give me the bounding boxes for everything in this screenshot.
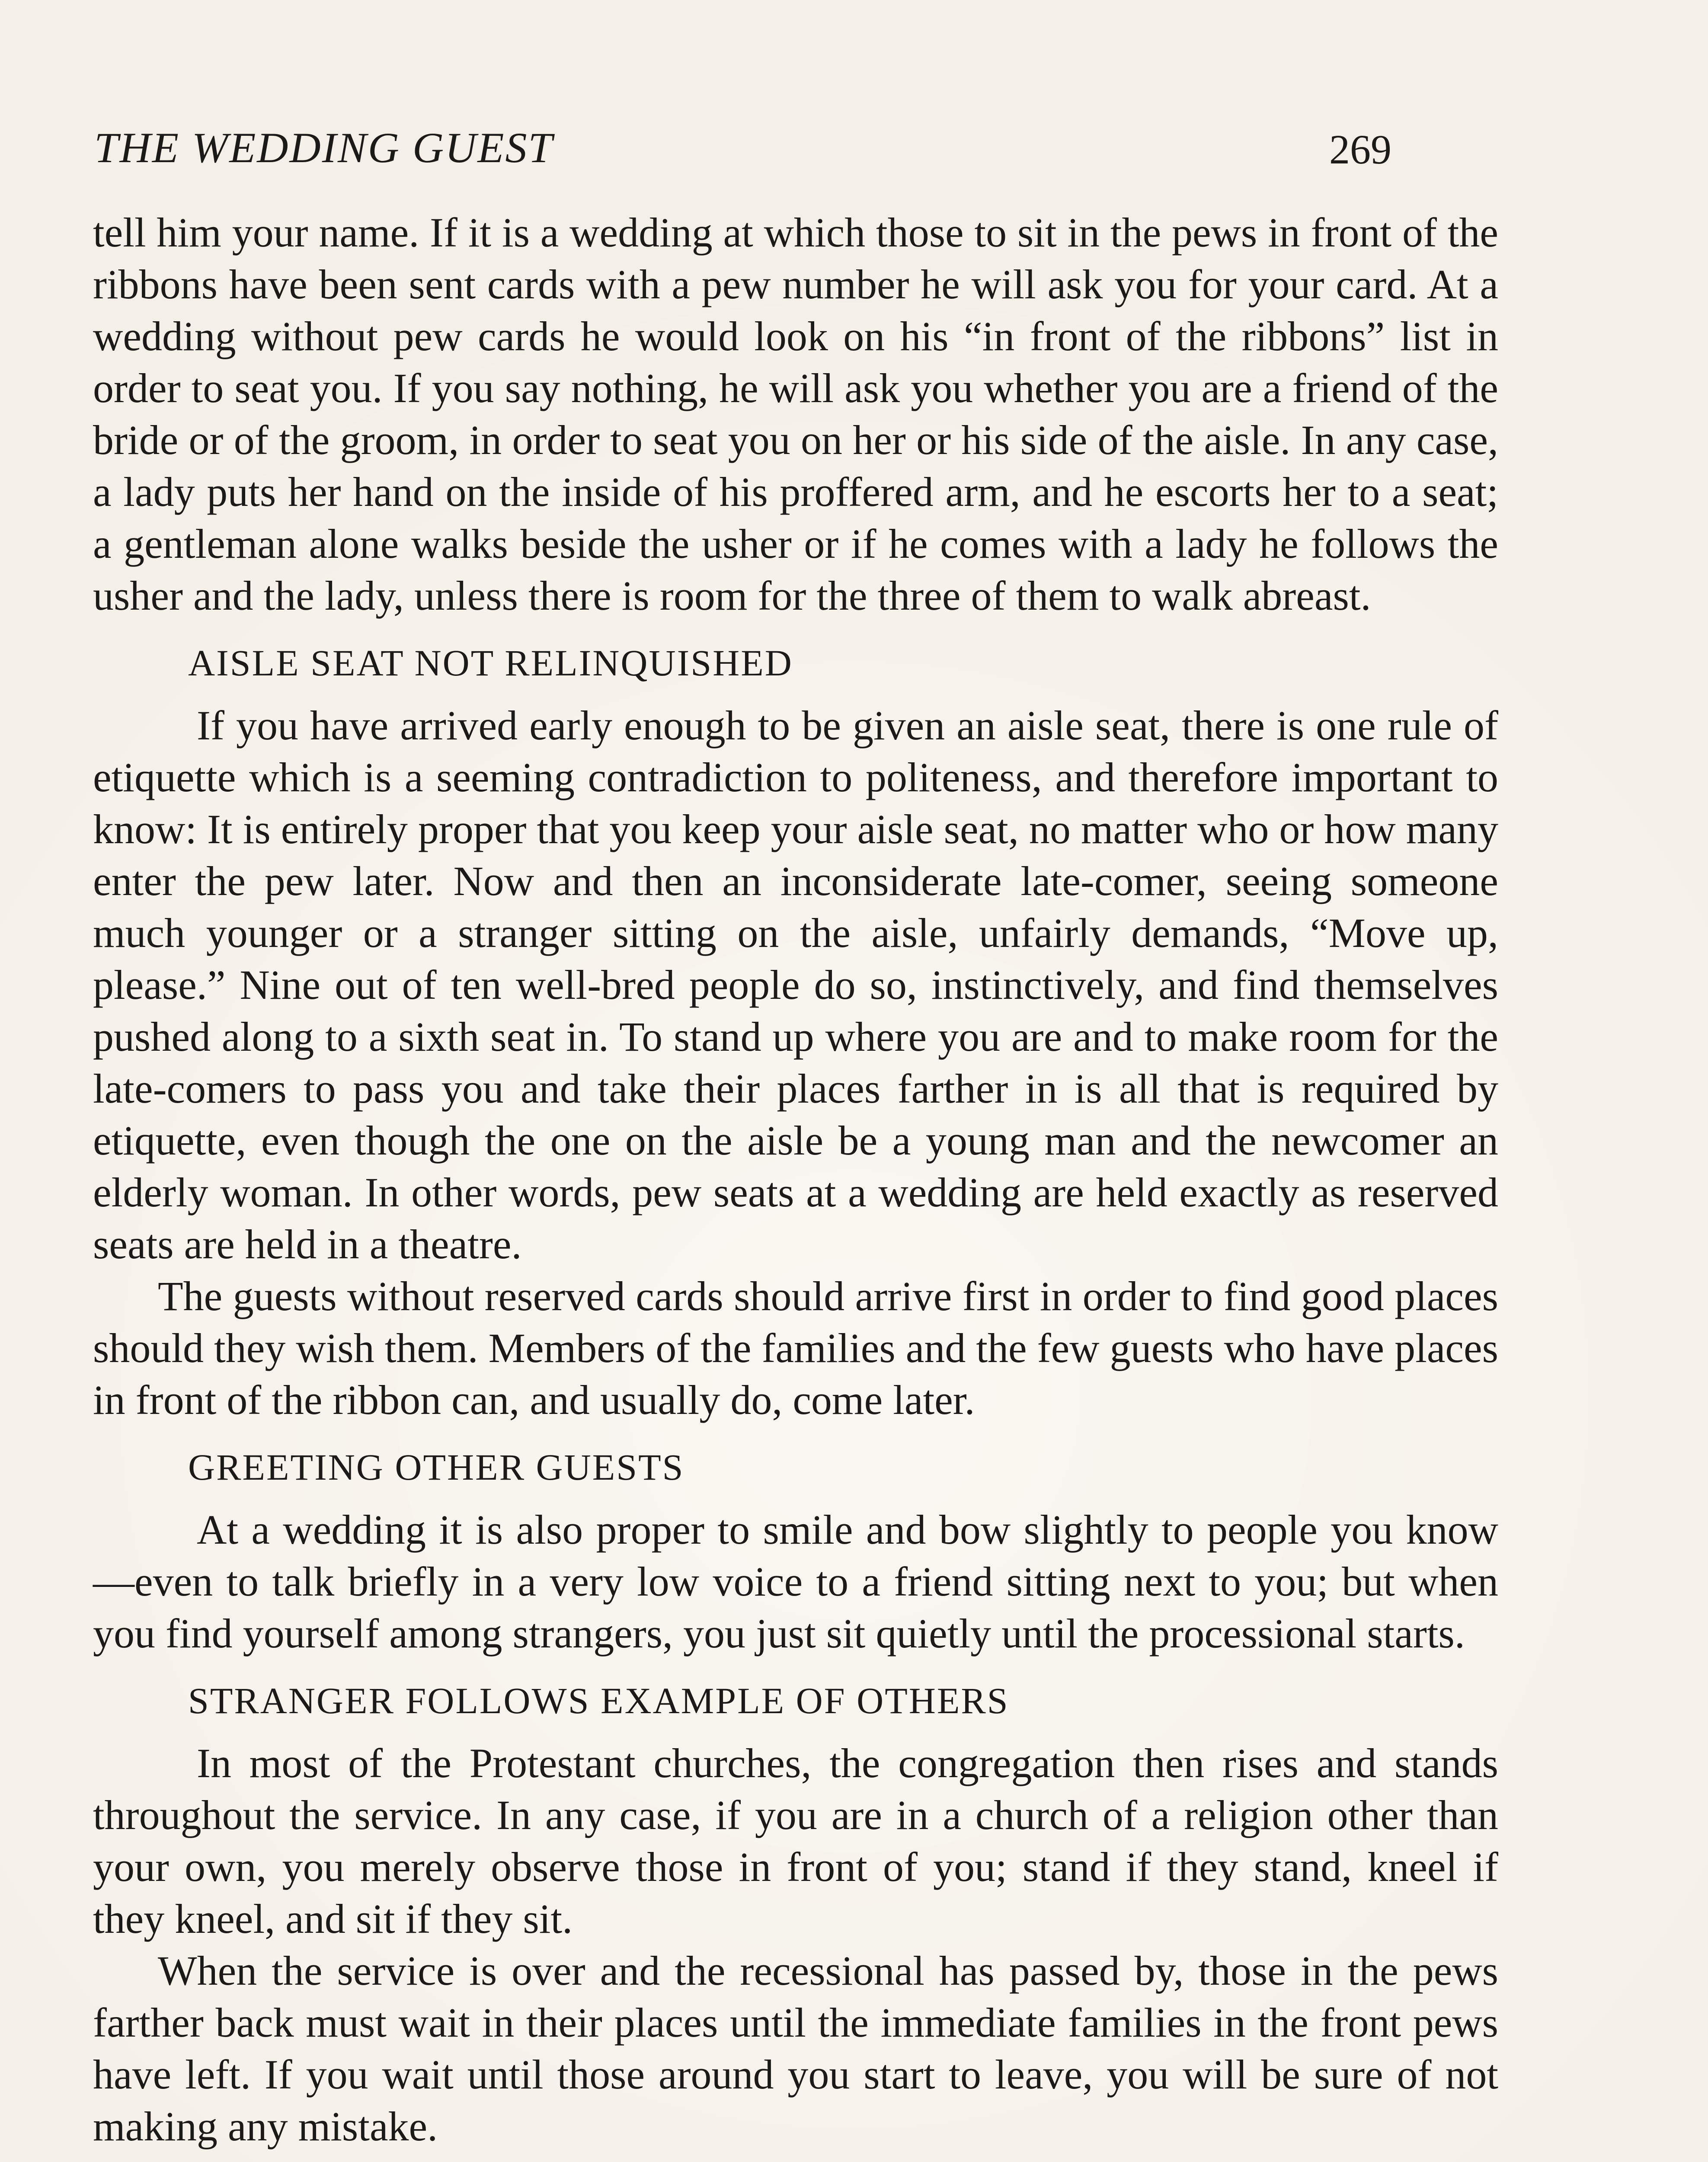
section-heading-greeting-guests: GREETING OTHER GUESTS	[188, 1446, 684, 1488]
main-text	[93, 207, 1498, 2152]
section-stranger-follows	[93, 1677, 1498, 2152]
section-heading-aisle-seat: AISLE SEAT NOT RELINQUISHED	[188, 642, 793, 684]
running-head: THE WEDDING GUEST	[94, 124, 554, 172]
page-number: 269	[1329, 126, 1391, 173]
section-heading-stranger-follows: STRANGER FOLLOWS EXAMPLE OF OTHERS	[188, 1680, 1009, 1721]
greeting-guests-paragraph: At a wedding it is also proper to smile and bow slightly to people you know—even to talk briefly in a very low voice to a friend sitting next to you; but when you find yourself among strangers, you just sit quietly until the processional starts.	[93, 1506, 1498, 1657]
intro-paragraph: tell him your name. If it is a wedding at which those to sit in the pews in front of the ribbons have been sent cards with a pew number he will ask you for your card. At a wedding without pew cards he would look on his “in front of the ribbons” list in order to seat you. If you say nothing, he will ask you whether you are a friend of the bride or of the groom, in order to seat you on her or his side of the aisle. In any case, a lady puts her hand on the inside of his proffered arm, and he escorts her to a seat; a gentleman alone walks beside the usher or if he comes with a lady he follows the usher and the lady, unless there is room for the three of them to walk abreast.	[93, 209, 1498, 619]
section-aisle-seat	[93, 639, 1498, 1426]
stranger-follows-paragraph-2: When the service is over and the recessional has passed by, those in the pews farther back must wait in their places until the immediate families in the front pews have left. If you wait until those around you start to leave, you will be sure of not making any mistake.	[93, 1948, 1498, 2149]
page-header	[94, 122, 1391, 182]
aisle-seat-paragraph-1: If you have arrived early enough to be given an aisle seat, there is one rule of etiquette which is a seeming contradiction to politeness, and therefore important to know: It is entirely proper that you keep your aisle seat, no matter who or how many enter the pew later. Now and then an inconsiderate late-comer, seeing someone much younger or a stranger sitting on the aisle, unfairly demands, “Move up, please.” Nine out of ten well-bred people do so, instinctively, and find themselves pushed along to a sixth seat in. To stand up where you are and to make room for the late-comers to pass you and take their places farther in is all that is required by etiquette, even though the one on the aisle be a young man and the newcomer an elderly woman. In other words, pew seats at a wedding are held exactly as reserved seats are held in a theatre.	[93, 702, 1498, 1267]
section-greeting-guests	[93, 1443, 1498, 1660]
aisle-seat-paragraph-2: The guests without reserved cards should arrive first in order to find good places should they wish them. Members of the families and the few guests who have places in front of the ribbon can, and usually do, come later.	[93, 1273, 1498, 1423]
stranger-follows-paragraph-1: In most of the Protestant churches, the congregation then rises and stands throughout the service. In any case, if you are in a church of a religion other than your own, you merely observe those in front of you; stand if they stand, kneel if they kneel, and sit if they sit.	[93, 1740, 1498, 1942]
